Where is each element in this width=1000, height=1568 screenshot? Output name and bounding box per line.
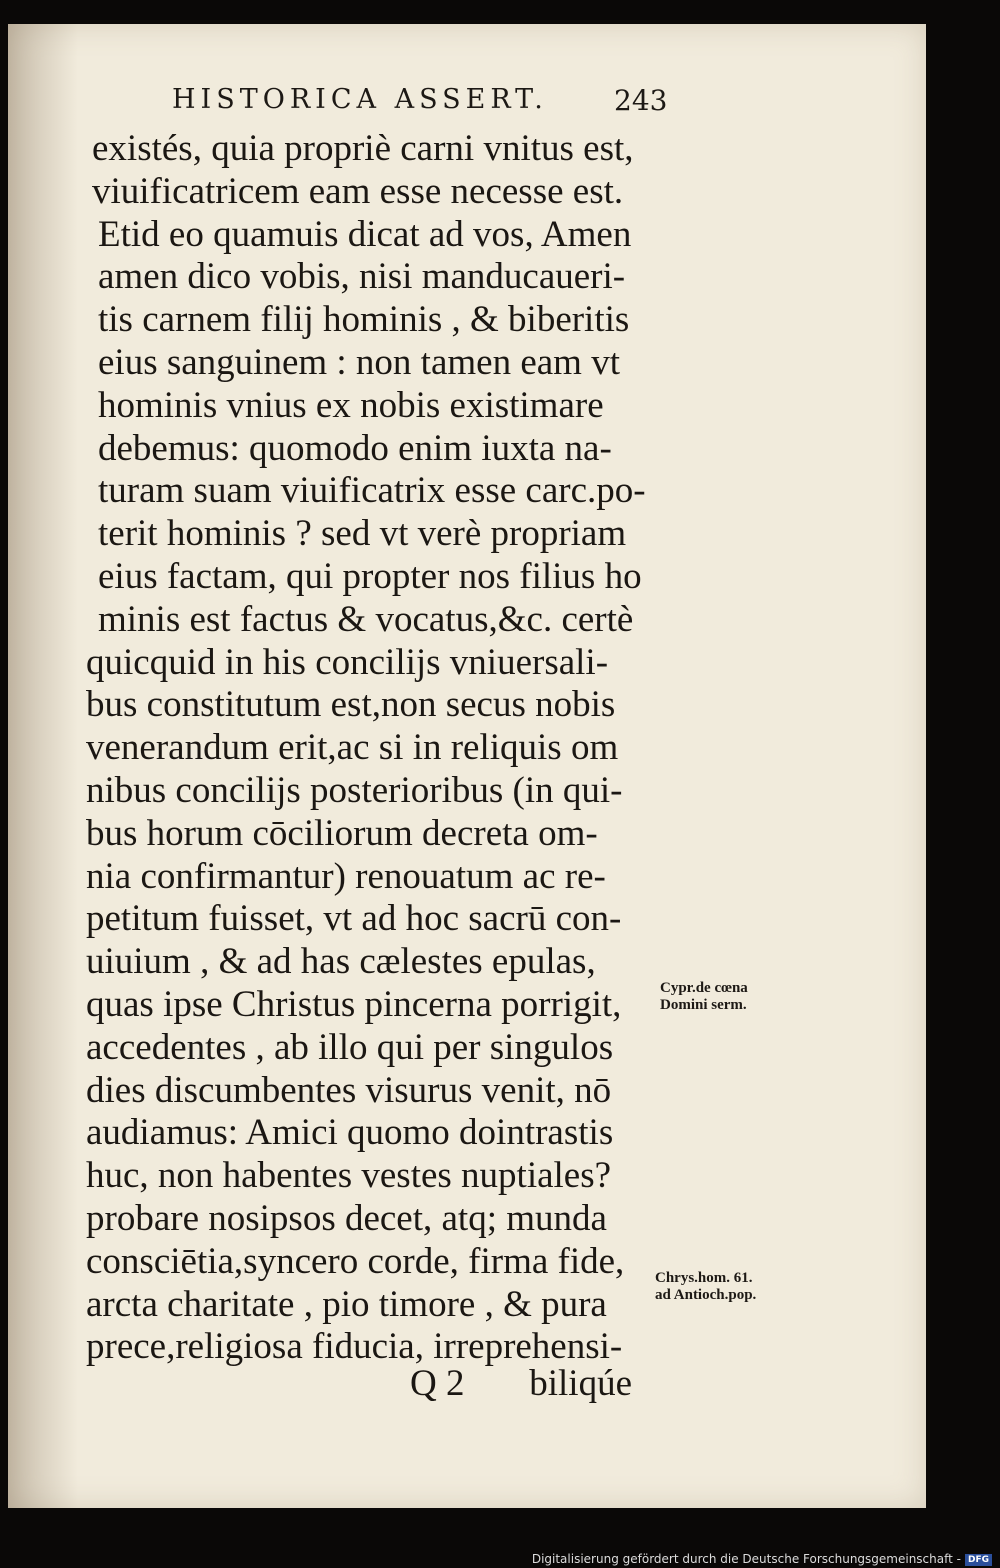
catchword: biliqúe xyxy=(529,1363,633,1404)
page-footer xyxy=(410,1362,632,1405)
text-line: nibus concilijs posterioribus (in qui- xyxy=(86,769,623,811)
text-line: consciētia,syncero corde, firma fide, xyxy=(86,1240,625,1282)
page-number: 243 xyxy=(614,84,668,117)
marginal-note xyxy=(660,980,748,1014)
text-line: minis est factus & vocatus,&c. certè xyxy=(98,598,634,640)
gutter-shadow xyxy=(8,24,78,1508)
text-line: Etid eo quamuis dicat ad vos, Amen xyxy=(98,213,632,255)
text-line: hominis vnius ex nobis existimare xyxy=(98,384,604,426)
text-line: audiamus: Amici quomo dointrastis xyxy=(86,1112,614,1154)
text-line: uiuium , & ad has cælestes epulas, xyxy=(86,941,596,983)
digitization-credit xyxy=(532,1552,992,1566)
text-line: bus constitutum est,non secus nobis xyxy=(86,684,616,726)
credit-text: Digitalisierung gefördert durch die Deutsche Forschungsgemeinschaft - xyxy=(531,1552,961,1566)
text-line: tis carnem filij hominis , & biberitis xyxy=(98,299,630,341)
text-line: debemus: quomodo enim iuxta na- xyxy=(98,427,612,469)
text-line: probare nosipsos decet, atq; munda xyxy=(86,1197,607,1239)
text-line: prece,religiosa fiducia, irreprehensi- xyxy=(86,1326,623,1368)
text-line: bus horum cōciliorum decreta om- xyxy=(86,812,598,854)
text-line: viuificatricem eam esse necesse est. xyxy=(92,170,624,212)
dfg-logo: DFG xyxy=(965,1554,992,1566)
text-line: quicquid in his concilijs vniuersali- xyxy=(86,641,609,683)
text-line: nia confirmantur) renouatum ac re- xyxy=(86,855,606,897)
marginal-note xyxy=(655,1270,756,1304)
text-line: amen dico vobis, nisi manducaueri- xyxy=(98,256,626,298)
text-line: existés, quia propriè carni vnitus est, xyxy=(92,128,634,169)
text-line: dies discumbentes visurus venit, nō xyxy=(86,1069,612,1111)
text-line: turam suam viuificatrix esse carc.po- xyxy=(98,470,646,512)
running-title: HISTORICA ASSERT. xyxy=(172,84,548,115)
text-line: eius factam, qui propter nos filius ho xyxy=(98,555,642,597)
text-line: eius sanguinem : non tamen eam vt xyxy=(98,341,620,383)
marginal-note-line: Chrys.hom. 61. xyxy=(655,1270,753,1286)
marginal-note-line: Cypr.de cœna xyxy=(660,980,748,996)
signature-mark: Q 2 xyxy=(410,1363,465,1404)
text-line: arcta charitate , pio timore , & pura xyxy=(86,1283,607,1325)
text-line: quas ipse Christus pincerna porrigit, xyxy=(86,983,622,1025)
text-line: petitum fuisset, vt ad hoc sacrū con- xyxy=(86,898,622,940)
text-line: terit hominis ? sed vt verè propriam xyxy=(98,513,627,555)
text-line: venerandum erit,ac si in reliquis om xyxy=(86,727,619,769)
marginal-note-line: ad Antioch.pop. xyxy=(655,1287,757,1303)
marginal-note-line: Domini serm. xyxy=(660,997,747,1013)
body-text xyxy=(86,128,666,1369)
text-line: accedentes , ab illo qui per singulos xyxy=(86,1026,614,1068)
text-line: huc, non habentes vestes nuptiales? xyxy=(86,1155,612,1197)
